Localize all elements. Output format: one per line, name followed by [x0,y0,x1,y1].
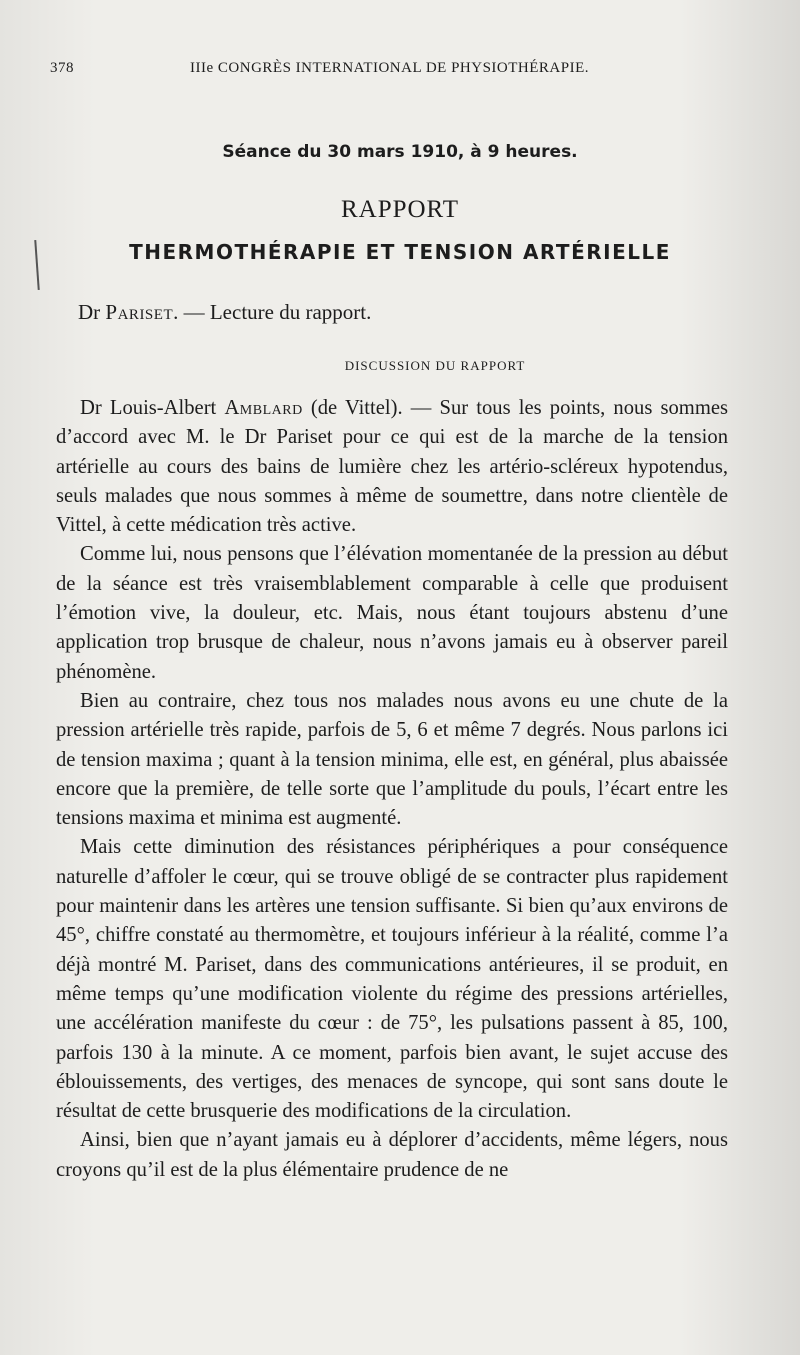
body-text [56,394,728,1185]
session-date: Séance du 30 mars 1910, à 9 heures. [222,142,578,162]
paragraph-4: Mais cette diminution des résistances périphériques a pour conséquence naturelle d’affoler le cœur, qui se trouve obligé de se contracter plus rapidement pour maintenir dans les artères une tension suffisante. Si bien qu’aux environs de 45°, chiffre constaté au thermomètre, et toujours inférieur à la réalité, comme l’a déjà montré M. Pariset, dans des communications antérieures, il se produit, en même temps qu’une modification violente du régime des pressions artérielles, une accélération manifeste du cœur : de 75°, les pulsations passent à 85, 100, parfois 130 à la minute. A ce moment, parfois bien avant, le sujet accuse des éblouissements, des vertiges, des menaces de syncope, qui sont sans doute le résultat de cette brusquerie des modifications de la circulation. [56,836,728,1123]
reading-text: . — Lecture du rapport. [173,300,372,324]
speaker-prefix: Dr [78,300,101,324]
speaker2-prefix: Dr [80,397,102,419]
section-title: RAPPORT [340,196,460,223]
paragraph-5: Ainsi, bien que n’ayant jamais eu à déplorer d’accidents, même légers, nous croyons qu’il est de la plus élémentaire prudence de ne [56,1129,728,1181]
discussion-heading: DISCUSSION DU RAPPORT [344,358,526,373]
paragraph-2: Comme lui, nous pensons que l’élévation momentanée de la pression au début de la séance est très vraisemblablement comparable à celle que produisent l’émotion vive, la douleur, etc. Mais, nous étant toujours abstenu d’une application trop brusque de chaleur, nous n’avons jamais eu à observer pareil phénomène. [56,543,728,683]
speaker2-surname: Amblard [224,397,303,419]
page-number: 378 [50,60,74,76]
running-head: IIIe CONGRÈS INTERNATIONAL DE PHYSIOTHÉRAPIE. [190,60,589,76]
speaker2-place: (de Vittel). [310,397,403,419]
running-header [50,60,750,84]
speaker-name: Pariset [105,300,174,324]
report-title: THERMOTHÉRAPIE ET TENSION ARTÉRIELLE [129,240,671,264]
paragraph-3: Bien au contraire, chez tous nos malades nous avons eu une chute de la pression artérielle très rapide, parfois de 5, 6 et même 7 degrés. Nous parlons ici de tension maxima ; quant à la tension minima, elle est, en général, plus abaissée encore que la première, de telle sorte que l’amplitude du pouls, l’écart entre les tensions maxima et minima est augmenté. [56,689,728,830]
paragraph-1-text: — Sur tous les points, nous sommes d’accord avec M. le Dr Pariset pour ce qui est de la marche de la tension artérielle au cours des bains de lumière chez les artério-scléreux hypotendus, seuls malades que nous sommes à même de soumettre, dans notre clientèle de Vittel, à cette médication très active. [56,397,728,537]
paragraph-1 [56,394,728,540]
speaker2-first-names: Louis-Albert [109,397,217,419]
reading-line [78,300,738,325]
